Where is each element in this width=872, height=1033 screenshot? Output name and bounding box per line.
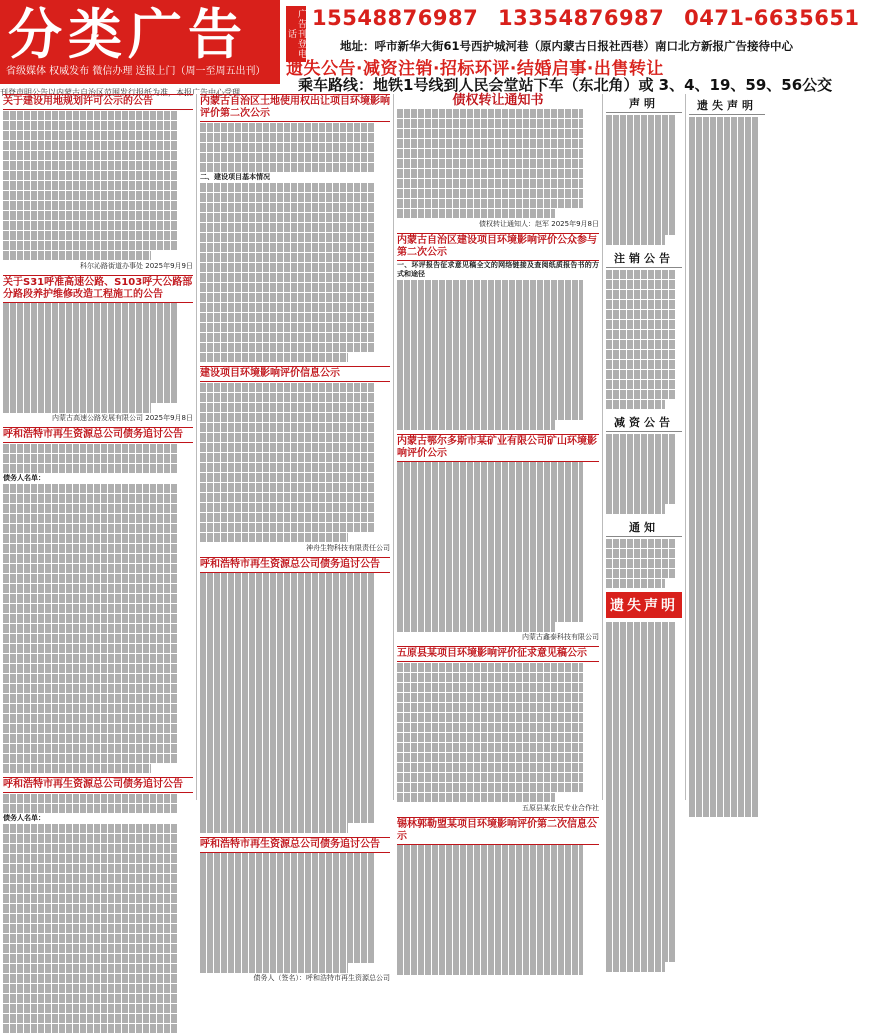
notice-title: 关于建设用地规划许可公示的公告: [3, 94, 193, 110]
brand-slogan: 省级媒体 权威发布 微信办理 送报上门（周一至周五出刊）: [6, 64, 276, 80]
phone-number-3[interactable]: 0471-6635651: [684, 6, 859, 30]
section-title-cancellation: 注销公告: [606, 249, 682, 268]
notice-title: 内蒙古自治区土地使用权出让项目环境影响评价第二次公示: [200, 94, 390, 122]
section-title-statement: 声明: [606, 94, 682, 113]
notice-debt-transfer: [397, 94, 599, 229]
notice-body: [606, 270, 682, 410]
notice-signature: 五原县某农民专业合作社: [397, 803, 599, 813]
notice-signature: 内蒙古高速公路发展有限公司 2025年9月8日: [3, 413, 193, 423]
notice-body: [606, 434, 682, 514]
brand-title: 分类广告: [8, 2, 248, 66]
section-title-notification: 通知: [606, 518, 682, 537]
notice-body: [3, 303, 193, 413]
notice-title: 呼和浩特市再生资源总公司债务追讨公告: [200, 837, 390, 853]
notice-body: [200, 383, 390, 543]
section-title-capital-reduction: 减资公告: [606, 413, 682, 432]
brand-block: [0, 0, 280, 84]
notice-body: [3, 444, 193, 774]
notice-title: 内蒙古自治区建设项目环境影响评价公众参与第二次公示: [397, 233, 599, 261]
notice-signature: 内蒙古鑫泰科技有限公司: [397, 632, 599, 642]
notice-debt-3: [200, 557, 390, 833]
notice-signature: 债务人（签名）：呼和浩特市再生资源总公司: [200, 973, 390, 983]
header-subline: 刊登声明公告以内蒙古自治区范围发行报纸为准，本报广告中心受理: [0, 86, 286, 100]
notice-eia-land: [200, 94, 390, 362]
bus-route: 乘车路线：地铁1号线到人民会堂站下车（东北角）或 3、4、19、59、56公交: [298, 74, 832, 95]
phone-number-1[interactable]: 15548876987: [312, 6, 478, 30]
notice-debt-2: [3, 777, 193, 1033]
notice-title: 债权转让通知书: [397, 94, 599, 108]
notice-body: [689, 117, 765, 817]
service-list: 遗失公告·减资注销·招标环评·结婚启事·出售转让: [286, 54, 664, 79]
notice-body: [3, 111, 193, 261]
notice-title: 内蒙古鄂尔多斯市某矿业有限公司矿山环境影响评价公示: [397, 434, 599, 462]
notice-eia-public: [397, 233, 599, 430]
notice-eia-info: [200, 366, 390, 553]
notice-wuyuan-eia: [397, 646, 599, 813]
debtor-list-label: 债务人名单：: [3, 474, 193, 484]
section-title-lost: 遗失声明: [689, 96, 765, 115]
notice-signature: 科尔沁路街道办事处 2025年9月9日: [3, 261, 193, 271]
notice-planning: [3, 94, 193, 271]
notice-body: [397, 462, 599, 632]
column-5: [686, 94, 768, 800]
notice-debt-1: [3, 427, 193, 773]
notice-subheading: 二、建设项目基本情况: [200, 173, 390, 183]
notice-debt-4: [200, 837, 390, 984]
notice-title: 五原县某项目环境影响评价征求意见稿公示: [397, 646, 599, 662]
notice-body: [397, 109, 599, 219]
column-4: [603, 94, 686, 800]
notice-body: [397, 845, 599, 975]
lost-declaration-banner: 遗失声明: [606, 592, 682, 618]
notice-body: [397, 663, 599, 803]
notice-body: [200, 573, 390, 833]
notice-body: [200, 123, 390, 363]
notice-title: 呼和浩特市再生资源总公司债务追讨公告: [3, 777, 193, 793]
notice-title: 建设项目环境影响评价信息公示: [200, 366, 390, 382]
notice-subheading: 一、环评报告征求意见稿全文的网络链接及查阅纸质报告书的方式和途径: [397, 261, 599, 280]
notice-signature: 神舟生物科技有限责任公司: [200, 543, 390, 553]
notice-body: [3, 794, 193, 1033]
notice-body: [200, 853, 390, 973]
notice-signature: 债权转让通知人：赵军 2025年9月8日: [397, 219, 599, 229]
notice-title: 关于S31呼准高速公路、S103呼大公路部分路段养护维修改造工程施工的公告: [3, 275, 193, 303]
notice-body: [606, 115, 682, 245]
column-1: [0, 94, 197, 800]
notice-title: 呼和浩特市再生资源总公司债务追讨公告: [3, 427, 193, 443]
notice-highway: [3, 275, 193, 424]
debtor-list-label: 债务人名单：: [3, 814, 193, 824]
office-address: 地址：呼市新华大街61号西护城河巷（原内蒙古日报社西巷）南口北方新报广告接待中心: [340, 38, 793, 54]
page-header: [0, 0, 768, 104]
notice-title: 锡林郭勒盟某项目环境影响评价第二次信息公示: [397, 817, 599, 845]
column-3: [394, 94, 603, 800]
notice-body: [606, 622, 682, 972]
notice-title: 呼和浩特市再生资源总公司债务追讨公告: [200, 557, 390, 573]
notice-xilin-eia: [397, 817, 599, 975]
notice-mining-eia: [397, 434, 599, 643]
notice-body: [397, 261, 599, 430]
ad-hotline-label: 广告刊登电话: [286, 6, 306, 62]
notice-body: [606, 539, 682, 589]
phone-number-2[interactable]: 13354876987: [498, 6, 664, 30]
phone-numbers: [312, 6, 872, 30]
column-2: [197, 94, 394, 800]
